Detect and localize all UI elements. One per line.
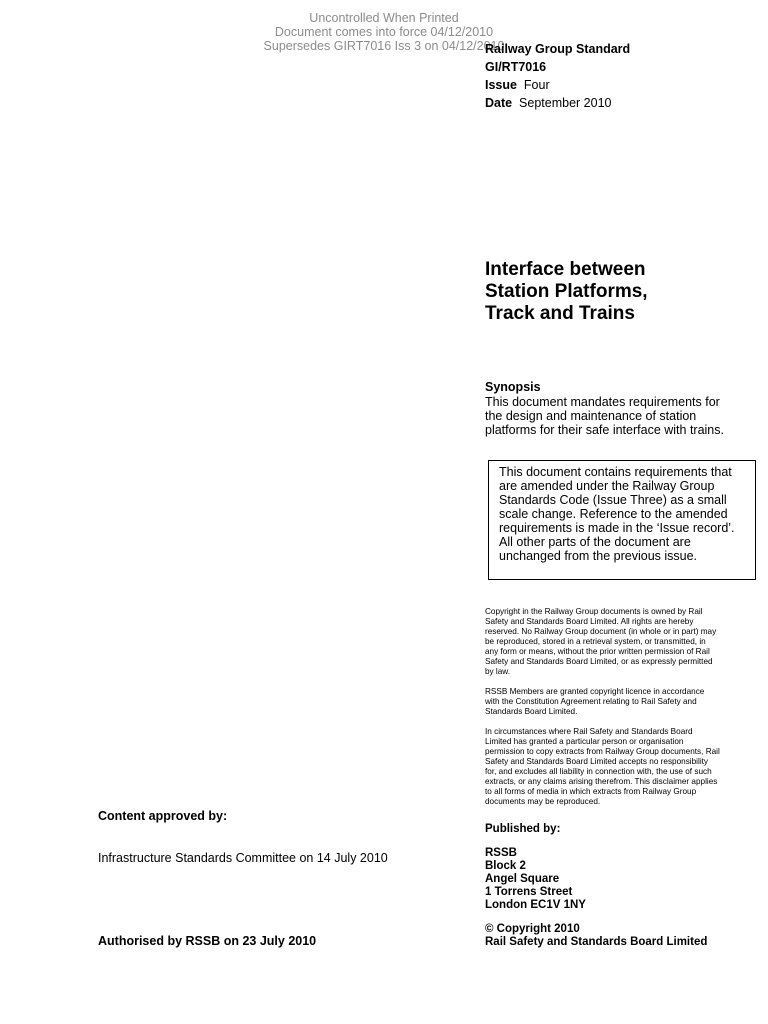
amendment-notice-box — [488, 460, 756, 580]
watermark-uncontrolled: Uncontrolled When Printed — [309, 11, 459, 25]
publisher-name: RSSB — [485, 847, 517, 859]
copyright-notice — [485, 607, 720, 807]
issue-label: Issue — [485, 78, 517, 92]
copyright-year-line: © Copyright 2010 — [485, 923, 580, 935]
content-approved-heading: Content approved by: — [98, 809, 228, 823]
publisher-copyright — [485, 923, 707, 949]
published-by-heading: Published by: — [485, 823, 561, 835]
title-line-3: Track and Trains — [485, 303, 635, 324]
publisher-address-line-4: London EC1V 1NY — [485, 899, 586, 911]
date-value: September 2010 — [519, 96, 612, 110]
synopsis-heading: Synopsis — [485, 380, 541, 394]
issue-value: Four — [523, 78, 550, 92]
title-line-1: Interface between — [485, 259, 646, 280]
authorisation-line: Authorised by RSSB on 23 July 2010 — [98, 934, 317, 948]
copyright-para-1: Copyright in the Railway Group documents is owned by Rail Safety and Standards Board Limited. All rights are hereby reserved. No Railway Group document (in whole or in part) may be reproduced, stored in a retrieval system, or transmitted, in any form or means, without the prior written permission of Rail Safety and Standards Board Limited, or as expressly permitted by law. — [485, 607, 717, 676]
issue-line — [485, 77, 550, 93]
publisher-address-line-1: Block 2 — [485, 860, 526, 872]
standard-type: Railway Group Standard — [485, 42, 631, 56]
publisher-address-line-2: Angel Square — [485, 873, 560, 885]
watermark-in-force: Document comes into force 04/12/2010 — [274, 25, 494, 39]
date-label: Date — [485, 96, 513, 110]
copyright-para-3: In circumstances where Rail Safety and Standards Board Limited has granted a particular person or organisation permission to copy extracts from Railway Group documents, Rail Safety and Standards Board Limited accepts no responsibility for, and excludes all liability in connection with, the use of such extracts, or any claims arising therefrom. This disclaimer applies to all forms of media in which extracts from Railway Group documents may be reproduced. — [485, 727, 720, 806]
date-line — [485, 95, 611, 111]
copyright-para-2: RSSB Members are granted copyright licence in accordance with the Constitution Agreement relating to Rail Safety and Standards Board Limited. — [485, 687, 705, 716]
watermark-supersedes: Supersedes GIRT7016 Iss 3 on 04/12/2010 — [263, 39, 505, 53]
publisher-company: Rail Safety and Standards Board Limited — [485, 936, 708, 948]
synopsis-text: This document mandates requirements for the design and maintenance of station platforms for their safe interface with trains. — [485, 395, 724, 437]
doc-number: GI/RT7016 — [485, 60, 547, 74]
title-line-2: Station Platforms, — [485, 281, 648, 302]
publisher-address — [485, 847, 586, 912]
document-title — [485, 259, 755, 325]
approving-committee: Infrastructure Standards Committee on 14 July 2010 — [98, 851, 388, 865]
amendment-notice-text: This document contains requirements that are amended under the Railway Group Standards Code (Issue Three) as a small scale change. Reference to the amended requirements is made in the ‘Issue record’. All other parts of the document are unchanged from the previous issue. — [499, 465, 735, 563]
publisher-address-line-3: 1 Torrens Street — [485, 886, 573, 898]
